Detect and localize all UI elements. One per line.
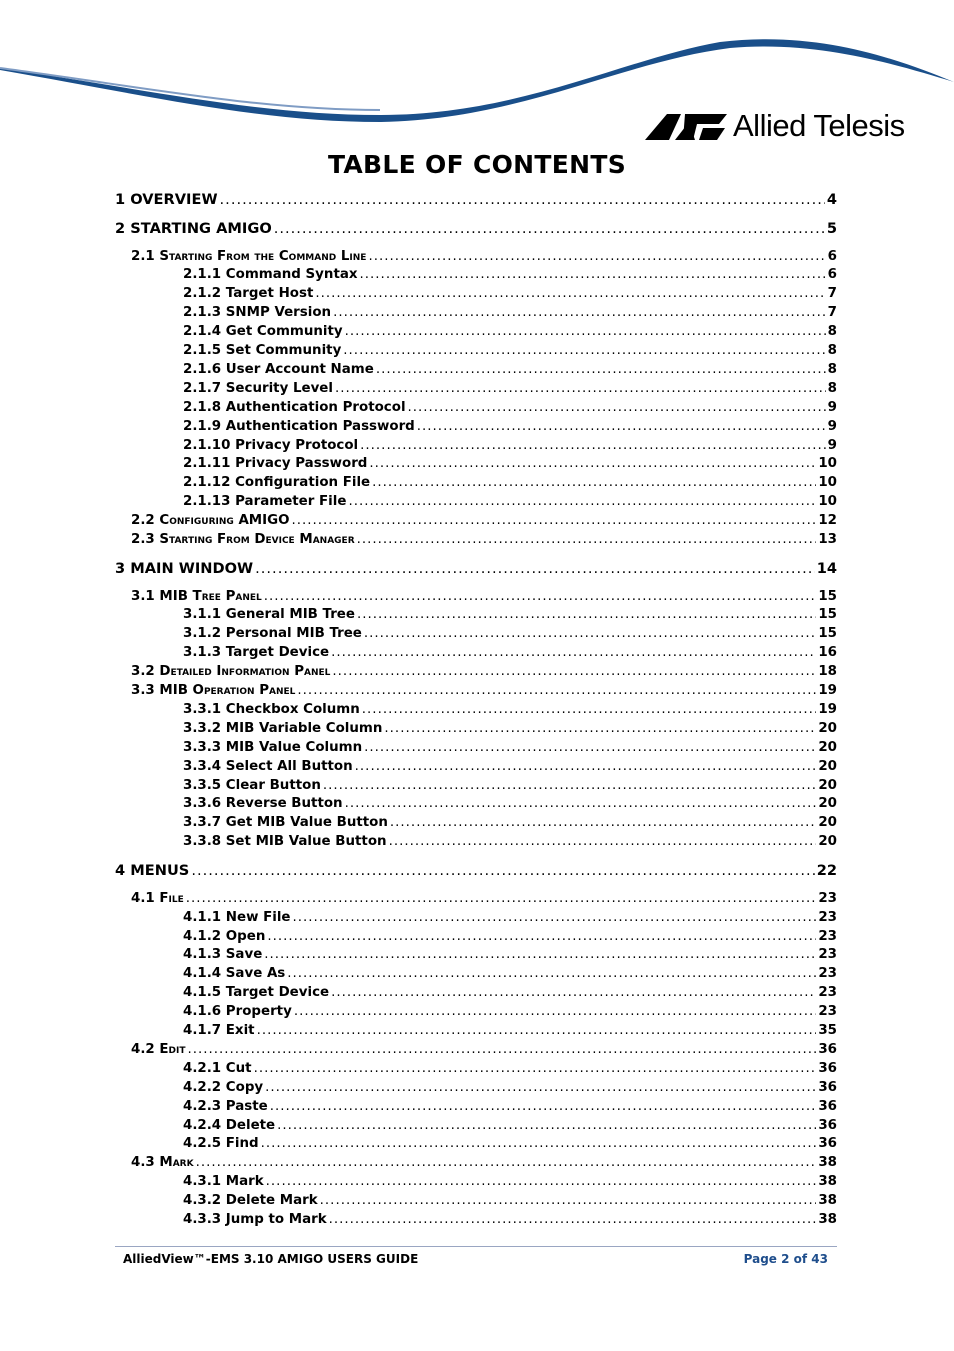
toc-dot-leader [220,190,825,210]
toc-entry[interactable] [115,219,837,239]
toc-entry[interactable] [183,1210,837,1230]
toc-entry-page: 7 [827,286,837,302]
toc-dot-leader [389,832,817,852]
toc-entry-page: 16 [818,645,837,661]
toc-dot-leader [293,908,817,928]
toc-entry[interactable] [183,776,837,796]
toc-entry-page: 9 [827,418,837,434]
page-title: TABLE OF CONTENTS [328,150,626,179]
toc-entry[interactable] [183,908,837,928]
toc-entry-page: 6 [827,267,837,283]
toc-entry-page: 20 [818,758,837,774]
toc-dot-leader [267,927,816,947]
toc-entry-title: 4.2.4 Delete [183,1117,276,1133]
toc-entry[interactable] [183,1116,837,1136]
toc-dot-leader [315,284,825,304]
toc-dot-leader [287,964,816,984]
toc-entry[interactable] [183,757,837,777]
toc-dot-leader [408,398,826,418]
toc-dot-leader [264,945,816,965]
toc-entry-page: 7 [827,305,837,321]
toc-dot-leader [348,492,816,512]
toc-entry-page: 20 [818,834,837,850]
toc-entry[interactable] [131,889,837,909]
toc-entry-page: 18 [818,664,837,680]
toc-dot-leader [357,530,817,550]
toc-entry-title: 2.1.7 Security Level [183,380,333,396]
toc-entry-page: 5 [826,219,837,237]
toc-entry-page: 38 [818,1212,837,1227]
toc-dot-leader [345,794,817,814]
toc-dot-leader [265,1078,816,1098]
toc-entry-page: 6 [827,248,837,264]
footer-document-title: AlliedView™-EMS 3.10 AMIGO USERS GUIDE [123,1252,419,1266]
toc-entry[interactable] [183,1021,837,1041]
toc-entry-title: 4.3 Mark [131,1155,194,1171]
toc-entry-page: 19 [818,701,837,717]
toc-entry[interactable] [131,530,837,550]
toc-dot-leader [333,303,826,323]
toc-entry[interactable] [183,605,837,625]
toc-entry[interactable] [183,1097,837,1117]
toc-dot-leader [345,322,826,342]
toc-entry[interactable] [183,700,837,720]
toc-entry-page: 35 [818,1023,837,1038]
toc-entry-page: 20 [818,720,837,736]
toc-entry-title: 4.1.7 Exit [183,1023,255,1038]
toc-entry-title: 4.2.2 Copy [183,1079,264,1095]
toc-entry[interactable] [115,861,837,881]
toc-dot-leader [266,1172,817,1192]
toc-dot-leader [257,1021,817,1041]
toc-entry-title: 4.3.1 Mark [183,1174,264,1190]
toc-dot-leader [297,681,816,701]
toc-entry-title: 2 STARTING AMIGO [115,219,272,237]
toc-entry[interactable] [183,379,837,399]
toc-entry[interactable] [183,1078,837,1098]
toc-entry-page: 36 [818,1079,837,1095]
toc-entry-title: 3.1.3 Target Device [183,645,330,661]
toc-entry[interactable] [183,322,837,342]
toc-entry-page: 8 [827,361,837,377]
toc-entry-title: 2.1.4 Get Community [183,324,343,340]
toc-dot-leader [368,247,825,267]
toc-entry-page: 23 [818,890,837,906]
toc-dot-leader [331,983,816,1003]
toc-entry-title: 2.1 Starting From the Command Line [131,248,367,264]
toc-entry-title: 3.1.1 General MIB Tree [183,607,355,623]
toc-entry-page: 8 [827,343,837,358]
toc-entry[interactable] [183,398,837,418]
toc-dot-leader [369,454,816,474]
toc-dot-leader [261,1134,817,1154]
toc-entry-page: 20 [818,815,837,831]
toc-entry[interactable] [131,511,837,531]
toc-entry-title: 4.3.2 Delete Mark [183,1193,318,1209]
toc-dot-leader [270,1097,817,1117]
toc-entry[interactable] [183,832,837,852]
toc-dot-leader [343,341,825,361]
toc-entry-title: 3.3.6 Reverse Button [183,796,343,812]
logo-wordmark: Allied Telesis [733,108,905,143]
toc-dot-leader [355,757,817,777]
toc-dot-leader [277,1116,816,1136]
toc-entry-page: 13 [818,532,837,547]
toc-dot-leader [191,861,814,881]
toc-entry[interactable] [183,719,837,739]
toc-entry[interactable] [183,643,837,663]
toc-entry-title: 4.2 Edit [131,1041,186,1057]
toc-entry-title: 4 MENUS [115,861,190,879]
toc-entry[interactable] [183,1172,837,1192]
toc-dot-leader [294,1002,817,1022]
toc-entry-title: 3.3.4 Select All Button [183,758,353,774]
toc-entry-page: 22 [816,861,837,879]
toc-entry-page: 10 [818,475,837,491]
toc-entry-page: 10 [818,456,837,472]
toc-entry-title: 2.1.8 Authentication Protocol [183,399,406,415]
toc-entry-page: 15 [818,626,837,642]
toc-entry-title: 2.2 Configuring AMIGO [131,513,290,529]
toc-entry[interactable] [183,738,837,758]
toc-entry[interactable] [183,284,837,304]
toc-dot-leader [390,813,816,833]
toc-dot-leader [331,643,816,663]
toc-entry-title: 3.3.5 Clear Button [183,777,321,793]
toc-entry-page: 20 [818,739,837,755]
toc-dot-leader [254,1059,817,1079]
toc-entry-title: 2.1.3 SNMP Version [183,305,332,321]
toc-entry-title: 3.3 MIB Operation Panel [131,683,296,698]
toc-entry[interactable] [183,1134,837,1154]
toc-dot-leader [332,662,816,682]
toc-entry-page: 4 [826,191,837,208]
toc-entry[interactable] [183,473,837,493]
footer-page-number: Page 2 of 43 [743,1252,828,1266]
toc-entry[interactable] [131,247,837,267]
toc-entry-title: 4.1.2 Open [183,928,266,944]
toc-dot-leader [255,559,815,579]
toc-dot-leader [357,605,816,625]
toc-entry-page: 38 [818,1174,837,1190]
toc-entry[interactable] [183,1002,837,1022]
toc-entry-page: 15 [818,607,837,623]
toc-entry-title: 2.1.5 Set Community [183,343,342,358]
toc-entry-page: 36 [818,1117,837,1133]
toc-entry[interactable] [183,945,837,965]
toc-dot-leader [364,738,816,758]
toc-entry-title: 2.1.9 Authentication Password [183,418,415,434]
toc-entry-title: 2.1.10 Privacy Protocol [183,437,359,453]
toc-entry-page: 23 [818,947,837,963]
toc-entry[interactable] [183,927,837,947]
toc-entry-title: 2.1.6 User Account Name [183,361,374,377]
toc-entry-title: 4.1.4 Save As [183,966,286,982]
toc-dot-leader [186,889,817,909]
toc-entry[interactable] [183,492,837,512]
toc-dot-leader [320,1191,817,1211]
toc-entry-page: 15 [818,588,837,604]
toc-entry-title: 3.3.7 Get MIB Value Button [183,815,388,831]
toc-dot-leader [292,511,817,531]
toc-entry[interactable] [183,360,837,380]
toc-dot-leader [362,700,817,720]
toc-entry[interactable] [131,662,837,682]
toc-entry-title: 3.3.8 Set MIB Value Button [183,834,387,850]
toc-entry[interactable] [183,436,837,456]
toc-entry[interactable] [183,303,837,323]
toc-dot-leader [360,265,826,285]
toc-dot-leader [364,624,816,644]
toc-entry-page: 10 [818,494,837,510]
toc-entry-page: 36 [818,1136,837,1152]
toc-entry[interactable] [131,1153,837,1173]
toc-dot-leader [274,219,825,239]
toc-dot-leader [384,719,816,739]
toc-entry-page: 8 [827,324,837,340]
toc-entry[interactable] [131,1040,837,1060]
toc-dot-leader [335,379,826,399]
toc-entry-page: 23 [818,909,837,925]
toc-entry-title: 2.3 Starting From Device Manager [131,532,355,547]
toc-entry[interactable] [183,964,837,984]
toc-entry-title: 4.1.1 New File [183,909,291,925]
toc-entry-page: 9 [827,399,837,415]
toc-entry[interactable] [183,1191,837,1211]
toc-entry-title: 4.1.6 Property [183,1004,292,1020]
toc-dot-leader [376,360,826,380]
toc-dot-leader [188,1040,817,1060]
toc-entry-title: 2.1.13 Parameter File [183,494,347,510]
toc-dot-leader [372,473,816,493]
toc-entry-page: 20 [818,796,837,812]
toc-dot-leader [360,436,826,456]
toc-dot-leader [196,1153,817,1173]
toc-entry-title: 3.1 MIB Tree Panel [131,588,262,604]
toc-entry-title: 3.3.2 MIB Variable Column [183,720,383,736]
toc-entry[interactable] [183,265,837,285]
toc-entry[interactable] [183,624,837,644]
toc-entry[interactable] [183,813,837,833]
toc-entry[interactable] [183,454,837,474]
toc-entry-page: 20 [818,777,837,793]
toc-entry-title: 3.2 Detailed Information Panel [131,664,331,680]
toc-entry-page: 36 [818,1060,837,1076]
toc-entry-title: 4.2.5 Find [183,1136,259,1152]
toc-entry-page: 23 [818,1004,837,1020]
toc-dot-leader [329,1210,817,1230]
toc-entry[interactable] [183,341,837,361]
toc-entry-title: 4.2.1 Cut [183,1060,252,1076]
toc-dot-leader [323,776,816,796]
toc-entry[interactable] [183,983,837,1003]
toc-entry-title: 4.1.3 Save [183,947,263,963]
toc-entry-title: 3.3.1 Checkbox Column [183,701,360,717]
toc-entry-page: 23 [818,928,837,944]
toc-entry-title: 1 OVERVIEW [115,191,218,208]
toc-entry[interactable] [115,190,837,210]
toc-entry-title: 2.1.1 Command Syntax [183,267,358,283]
toc-entry-page: 38 [818,1193,837,1209]
toc-entry[interactable] [131,587,837,607]
toc-entry-page: 36 [818,1041,837,1057]
toc-entry-page: 12 [818,513,837,529]
toc-entry-title: 4.1.5 Target Device [183,985,330,1001]
toc-entry-page: 14 [816,559,837,577]
toc-entry-page: 36 [818,1098,837,1114]
toc-entry-title: 2.1.12 Configuration File [183,475,371,491]
toc-entry-title: 4.3.3 Jump to Mark [183,1212,327,1227]
toc-entry-page: 23 [818,985,837,1001]
toc-entry-title: 2.1.2 Target Host [183,286,314,302]
toc-dot-leader [417,417,826,437]
toc-entry-page: 23 [818,966,837,982]
toc-entry-title: 3.3.3 MIB Value Column [183,739,363,755]
toc-entry-title: 2.1.11 Privacy Password [183,456,368,472]
footer-divider [115,1246,837,1247]
toc-entry[interactable] [183,417,837,437]
toc-dot-leader [264,587,817,607]
toc-entry-title: 4.1 File [131,890,184,906]
toc-entry-page: 9 [827,437,837,453]
toc-entry-page: 8 [827,380,837,396]
toc-entry[interactable] [183,794,837,814]
toc-entry-title: 4.2.3 Paste [183,1098,268,1114]
toc-entry[interactable] [115,559,837,579]
toc-entry-page: 38 [818,1155,837,1171]
toc-entry-page: 19 [818,683,837,698]
toc-entry[interactable] [131,681,837,701]
toc-entry-title: 3.1.2 Personal MIB Tree [183,626,362,642]
toc-entry-title: 3 MAIN WINDOW [115,559,254,577]
toc-entry[interactable] [183,1059,837,1079]
